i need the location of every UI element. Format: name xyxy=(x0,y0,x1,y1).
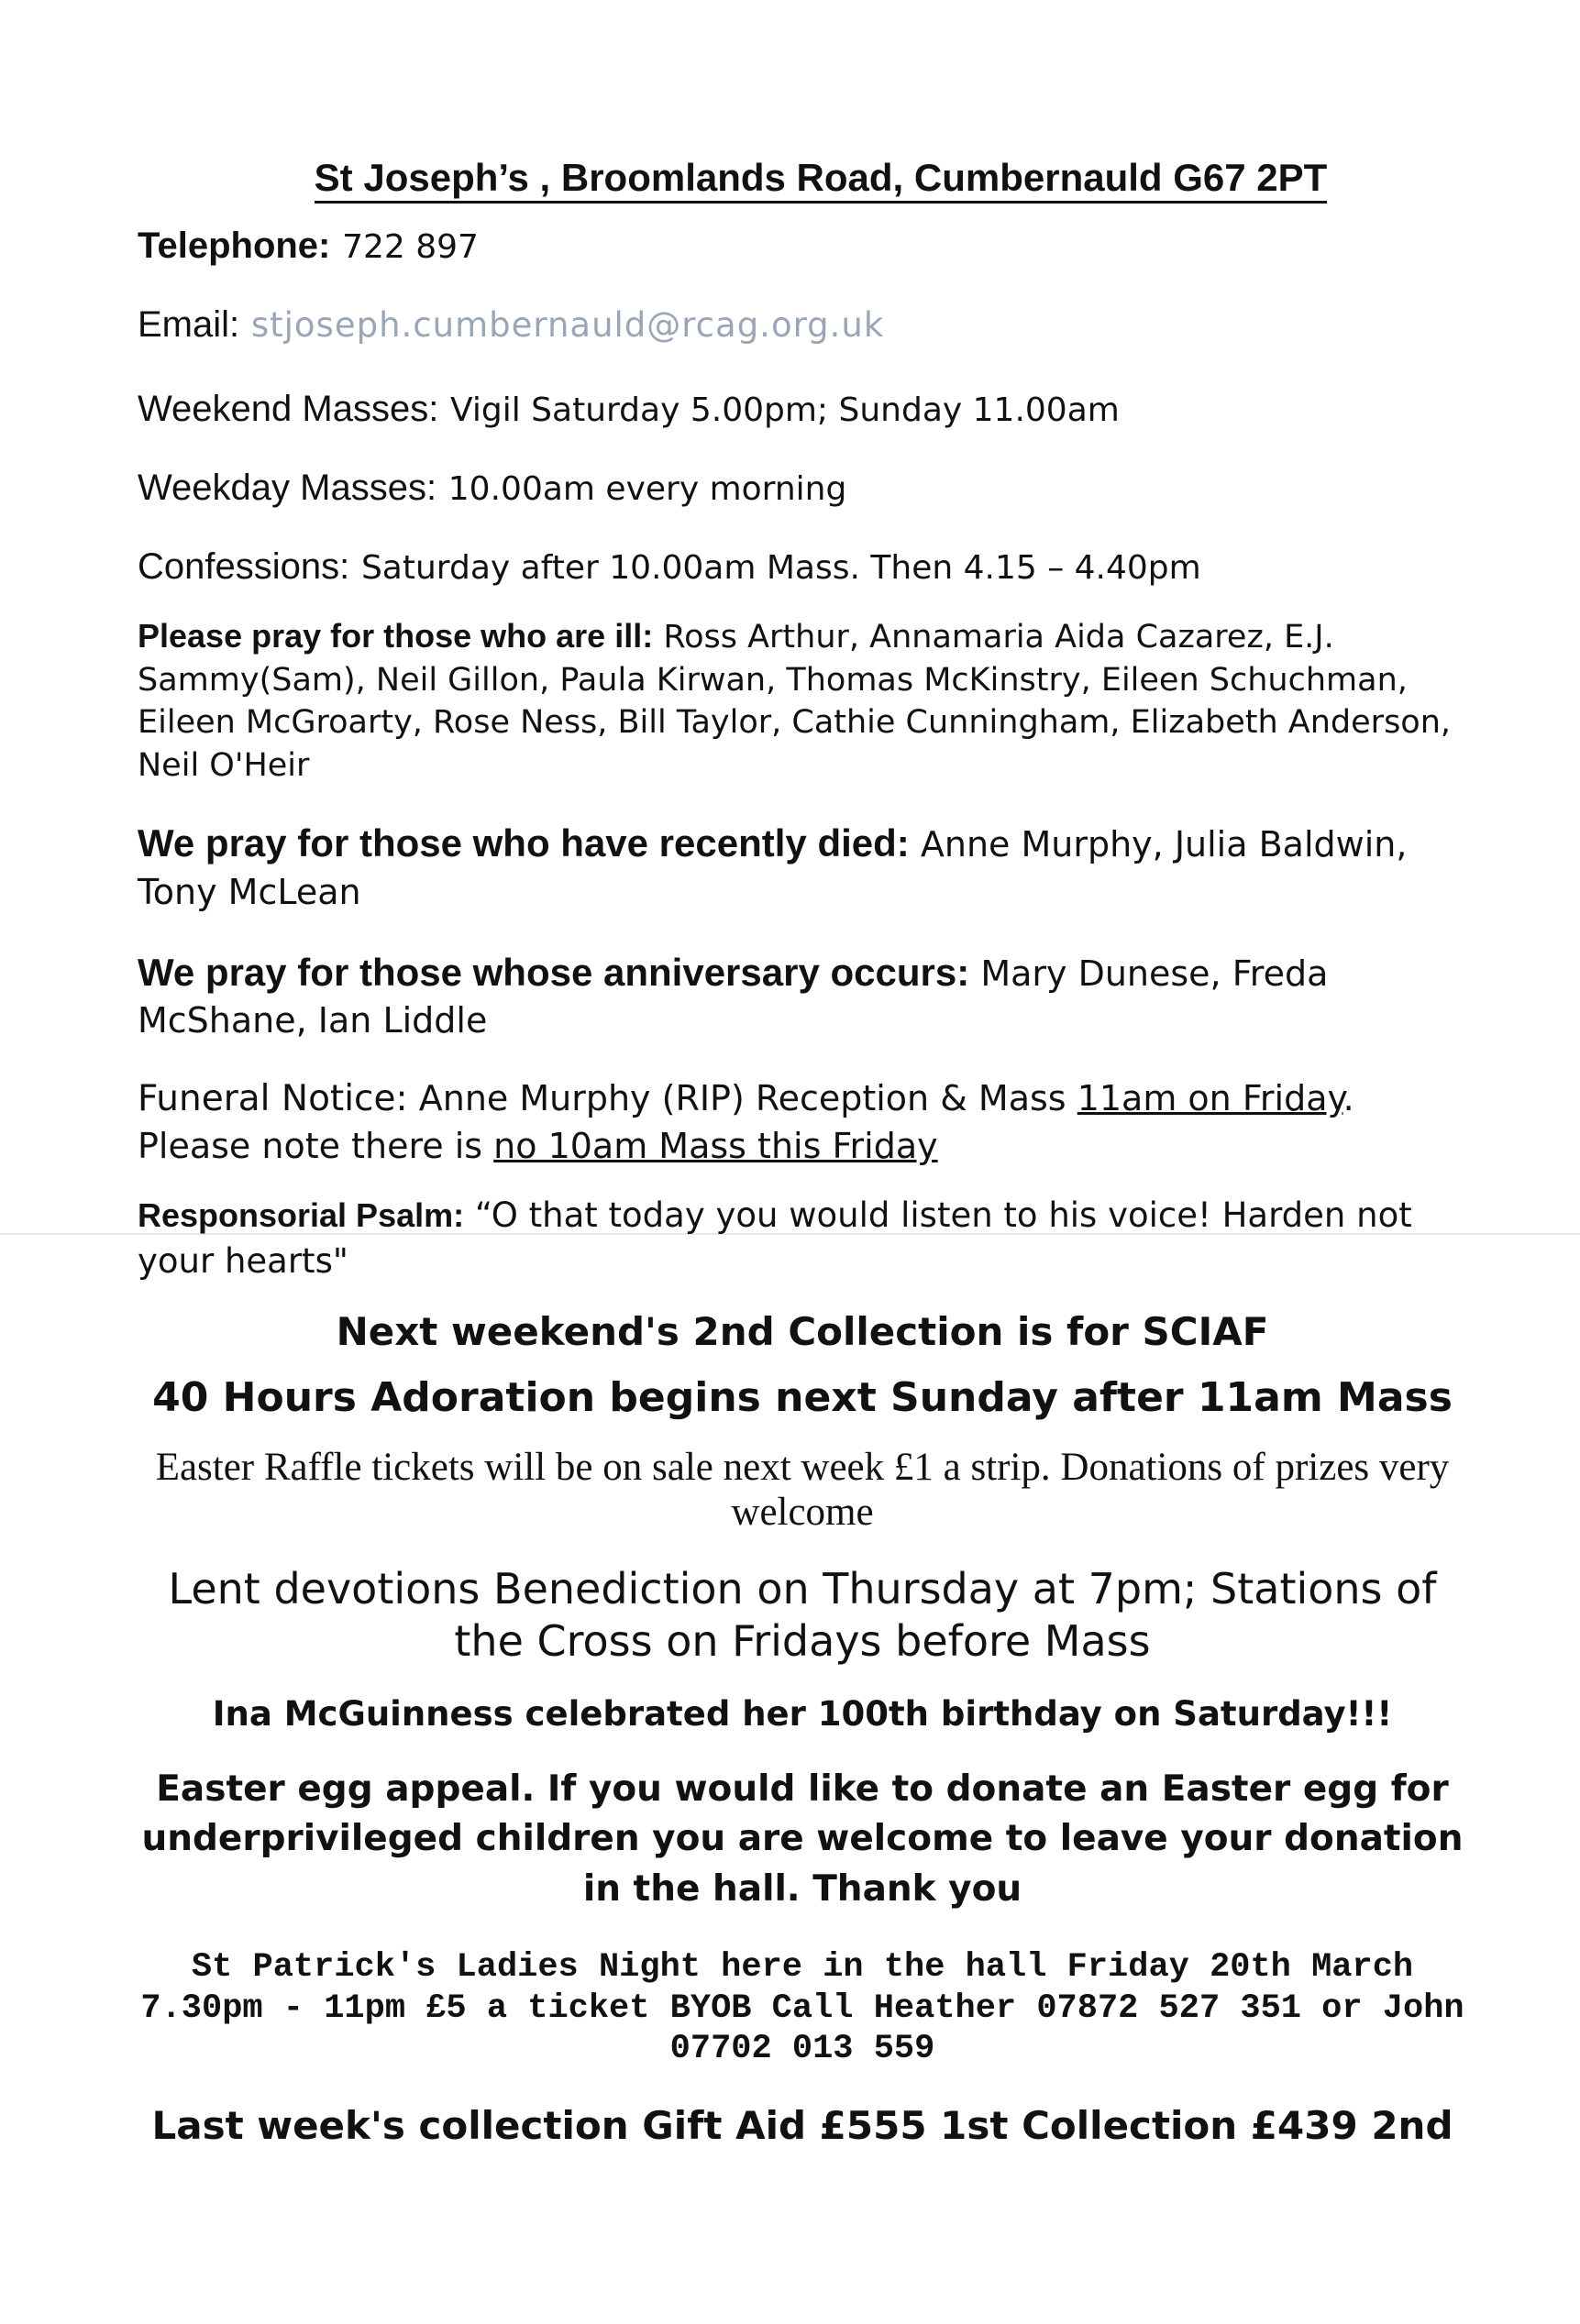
birthday-notice: Ina McGuinness celebrated her 100th birthday on Saturday!!! xyxy=(212,1693,1393,1734)
ladies-night-notice: St Patrick's Ladies Night here in the hall Friday 20th March 7.30pm - 11pm £5 a ticket BYOB Call Heather 07872 527 351 or John 07702 013 559 xyxy=(140,1948,1464,2069)
collection-notice: Last week's collection Gift Aid £555 1st Collection £439 2nd xyxy=(151,2102,1453,2148)
email-link[interactable]: stjoseph.cumbernauld@rcag.org.uk xyxy=(250,305,885,345)
ill-prayers-names: Ross Arthur, Annamaria Aida Cazarez, E.J. Sammy(Sam), Neil Gillon, Paula Kirwan, Thomas McKinstry, Eileen Schuchman, Eileen McGroarty, Rose Ness, Bill Taylor, Cathie Cunningham, Elizabeth Anderson, Neil O'Heir xyxy=(138,619,1452,784)
funeral-notice-label: Funeral Notice: xyxy=(138,1077,408,1119)
anniversary-label: We pray for those whose anniversary occurs: xyxy=(138,950,970,994)
recently-died-prayers xyxy=(138,818,1467,915)
funeral-notice-text: Anne Murphy (RIP) Reception & Mass xyxy=(418,1077,1066,1118)
lent-notice: Lent devotions Benediction on Thursday at 7pm; Stations of the Cross on Fridays before Mass xyxy=(168,1563,1437,1667)
recently-died-names: Anne Murphy, Julia Baldwin, Tony McLean xyxy=(138,824,1408,913)
funeral-notice xyxy=(138,1075,1467,1169)
raffle-notice: Easter Raffle tickets will be on sale next week £1 a strip. Donations of prizes very welcome xyxy=(155,1445,1450,1535)
ill-prayers-label: Please pray for those who are ill: xyxy=(138,617,654,655)
weekend-masses-line xyxy=(138,385,1467,433)
weekday-masses-line xyxy=(138,464,1467,512)
funeral-time: 11am on Friday xyxy=(1077,1077,1343,1118)
easter-egg-notice: Easter egg appeal. If you would like to donate an Easter egg for underprivileged children you are welcome to leave your donation in the hall. Thank you xyxy=(141,1768,1464,1910)
ill-prayers xyxy=(138,614,1467,787)
confessions-line xyxy=(138,543,1467,590)
psalm-label: Responsorial Psalm: xyxy=(138,1196,465,1235)
confessions-value: Saturday after 10.00am Mass. Then 4.15 – 4.40pm xyxy=(360,549,1201,587)
anniversary-names: Mary Dunese, Freda McShane, Ian Liddle xyxy=(138,953,1329,1041)
telephone-line xyxy=(138,222,1467,270)
telephone-value: 722 897 xyxy=(342,228,479,266)
adoration-notice: 40 Hours Adoration begins next Sunday after 11am Mass xyxy=(152,1373,1453,1421)
anniversary-prayers xyxy=(138,947,1467,1044)
recently-died-label: We pray for those who have recently died: xyxy=(138,821,910,865)
confessions-label: Confessions: xyxy=(138,546,350,587)
email-label: Email: xyxy=(138,304,240,345)
funeral-note: no 10am Mass this Friday xyxy=(493,1125,938,1166)
weekend-masses-label: Weekend Masses: xyxy=(138,389,439,429)
parish-title: St Joseph’s , Broomlands Road, Cumbernauld G67 2PT xyxy=(138,156,1467,200)
sciaf-notice: Next weekend's 2nd Collection is for SCIAF xyxy=(336,1308,1269,1354)
telephone-label: Telephone: xyxy=(138,226,331,266)
email-line xyxy=(138,301,1467,348)
psalm-text: “O that today you would listen to his voice! Harden not your hearts" xyxy=(138,1195,1412,1281)
responsorial-psalm xyxy=(138,1193,1467,1283)
funeral-note-prefix: . Please note there is xyxy=(138,1077,1354,1166)
parish-bulletin xyxy=(138,156,1467,2148)
weekday-masses-value: 10.00am every morning xyxy=(447,470,847,508)
weekday-masses-label: Weekday Masses: xyxy=(138,468,437,508)
weekend-masses-value: Vigil Saturday 5.00pm; Sunday 11.00am xyxy=(450,391,1120,429)
